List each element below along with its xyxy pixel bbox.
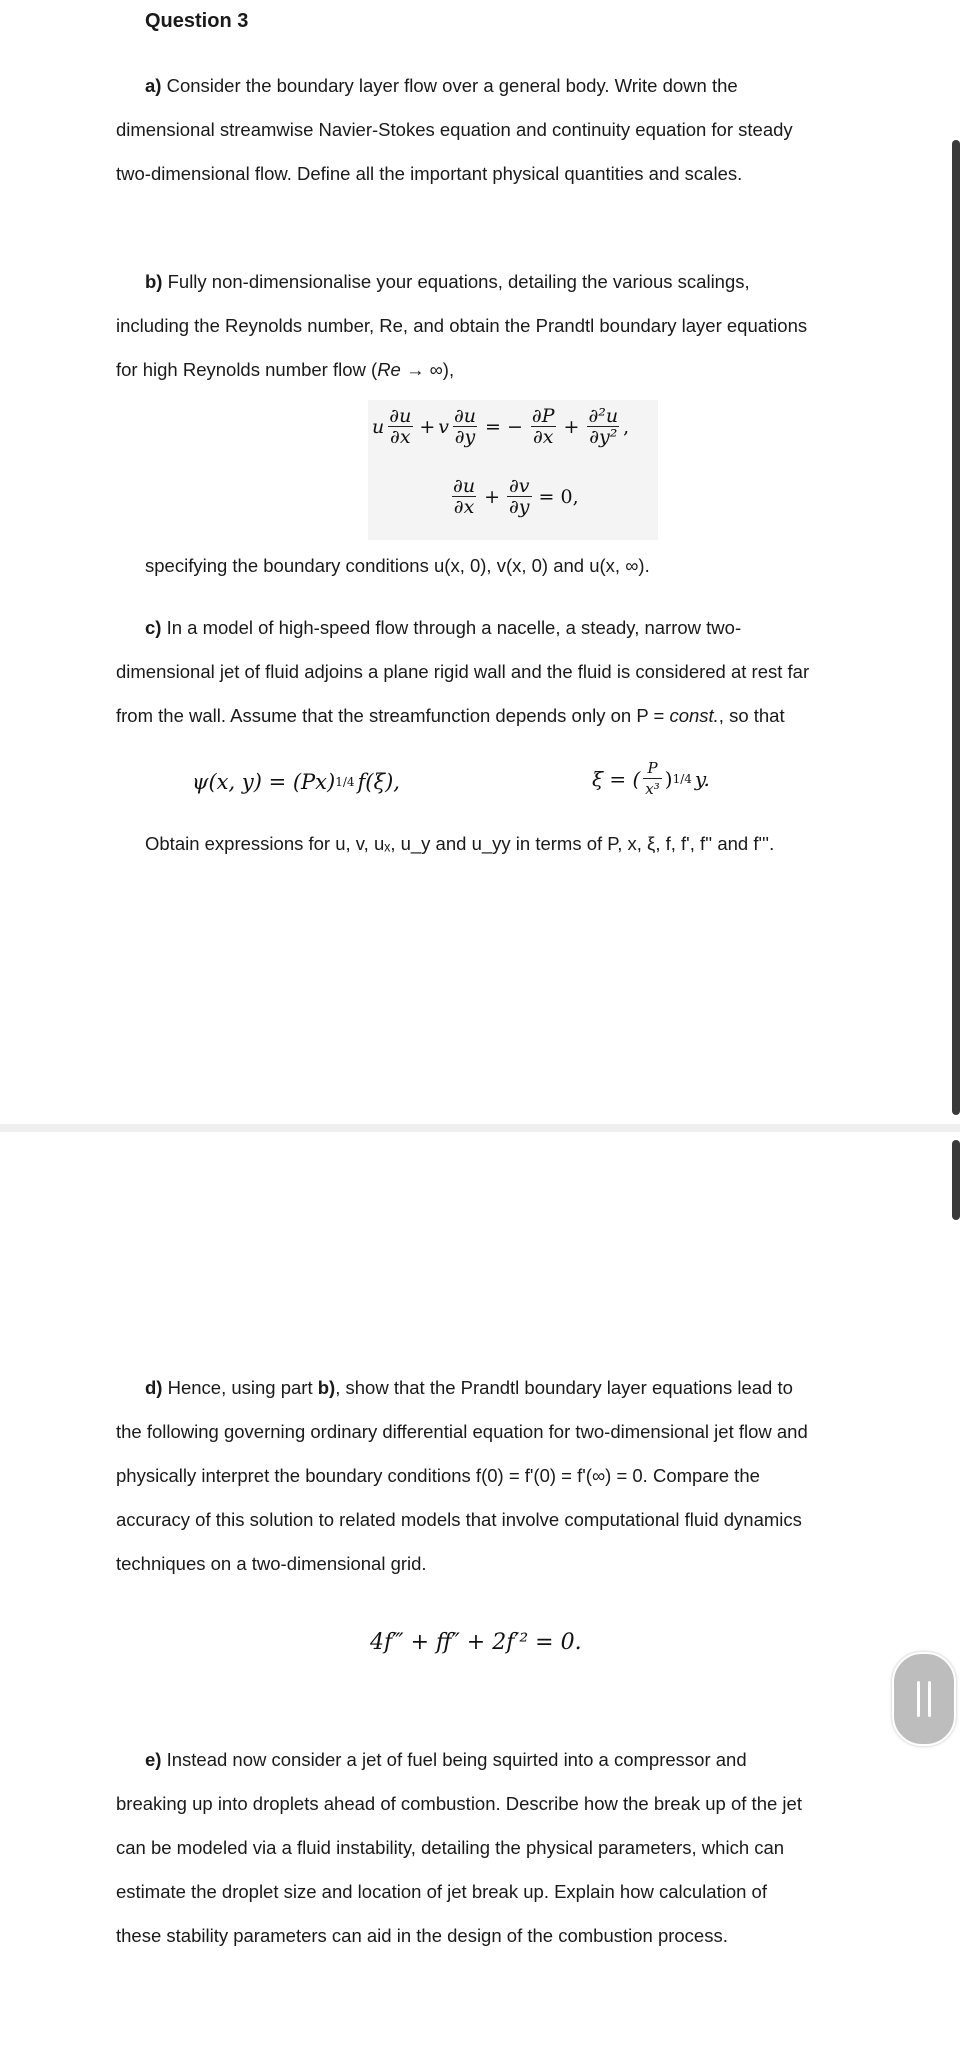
part-a	[116, 64, 793, 196]
part-e-line-2: breaking up into droplets ahead of combustion. Describe how the break up of the jet	[116, 1793, 802, 1814]
part-a-label: a)	[145, 75, 162, 96]
part-d-line-3: physically interpret the boundary conditions f(0) = f'(0) = f'(∞) = 0. Compare the	[116, 1465, 760, 1486]
similarity-variable-equation: ξ = ( $\frac{P}{\text{x³}}$ ) 1/4 y.	[592, 759, 710, 798]
part-b-line-2: including the Reynolds number, Re, and obtain the Prandtl boundary layer equations	[116, 315, 808, 336]
part-b-line-1: b) Fully non-dimensionalise your equations, detailing the various scalings,	[145, 271, 750, 292]
streamfunction-equation: ψ(x, y) = (Px) 1/4 f(ξ),	[192, 770, 400, 794]
part-d-line-4: accuracy of this solution to related models that involve computational fluid dynamics	[116, 1509, 802, 1530]
boundary-conditions-text: specifying the boundary conditions u(x, 0), v(x, 0) and u(x, ∞).	[145, 555, 650, 576]
continuity-equation: $\frac{\partial u}{\partial x}$ + $\frac{\partial v}{\partial y}$ = 0,	[453, 475, 579, 518]
part-c-line-1: c) In a model of high-speed flow through a nacelle, a steady, narrow two-	[145, 617, 742, 638]
prandtl-equations	[368, 400, 658, 540]
part-e-line-5: these stability parameters can aid in the design of the combustion process.	[116, 1925, 728, 1946]
part-a-line-3: two-dimensional flow. Define all the important physical quantities and scales.	[116, 163, 743, 184]
part-e-line-1: e) Instead now consider a jet of fuel being squirted into a compressor and	[145, 1749, 747, 1770]
grip-line-icon	[928, 1681, 931, 1717]
part-d-label: d)	[145, 1377, 163, 1398]
part-c	[116, 606, 809, 738]
momentum-equation: u $\frac{\partial u}{\partial x}$ + v $\frac{\partial u}{\partial y}$ = − $\frac{\partial P}{\partial x}$ + $\frac{\text{∂²u}}{\text{∂y²}}$ ,	[372, 405, 630, 448]
scrollbar-track-top[interactable]	[952, 140, 960, 1115]
part-a-line-1: a) Consider the boundary layer flow over a general body. Write down the	[145, 75, 738, 96]
part-c-label: c)	[145, 617, 162, 638]
part-d-line-2: the following governing ordinary differential equation for two-dimensional jet flow and	[116, 1421, 808, 1442]
question-title: Question 3	[145, 10, 249, 32]
part-d-line-1: d) Hence, using part b), show that the Prandtl boundary layer equations lead to	[145, 1377, 793, 1398]
part-c-line-2: dimensional jet of fluid adjoins a plane rigid wall and the fluid is considered at rest far	[116, 661, 810, 682]
part-d-line-5: techniques on a two-dimensional grid.	[116, 1553, 427, 1574]
jet-ode-equation: 4f‴ + ff″ + 2f′² = 0.	[370, 1630, 582, 1655]
scroll-handle[interactable]	[892, 1652, 956, 1746]
part-e-line-3: can be modeled via a fluid instability, detailing the physical parameters, which can	[116, 1837, 785, 1858]
part-e	[116, 1738, 802, 1958]
part-c-line-3: from the wall. Assume that the streamfunction depends only on P = const., so that	[116, 705, 785, 726]
part-e-label: e)	[145, 1749, 162, 1770]
part-b-line-3: for high Reynolds number flow (Re → ∞),	[116, 359, 455, 380]
scrollbar-track-bottom[interactable]	[952, 1140, 960, 1220]
obtain-expressions-text: Obtain expressions for u, v, uₓ, u_y and u_yy in terms of P, x, ξ, f, f', f'' and f'''.	[145, 833, 775, 854]
part-b-label: b)	[145, 271, 163, 292]
page-separator	[0, 1124, 960, 1132]
part-e-line-4: estimate the droplet size and location of jet break up. Explain how calculation of	[116, 1881, 767, 1902]
part-d	[116, 1366, 808, 1586]
part-b	[116, 260, 807, 392]
part-a-line-2: dimensional streamwise Navier-Stokes equation and continuity equation for steady	[116, 119, 793, 140]
grip-line-icon	[917, 1681, 920, 1717]
